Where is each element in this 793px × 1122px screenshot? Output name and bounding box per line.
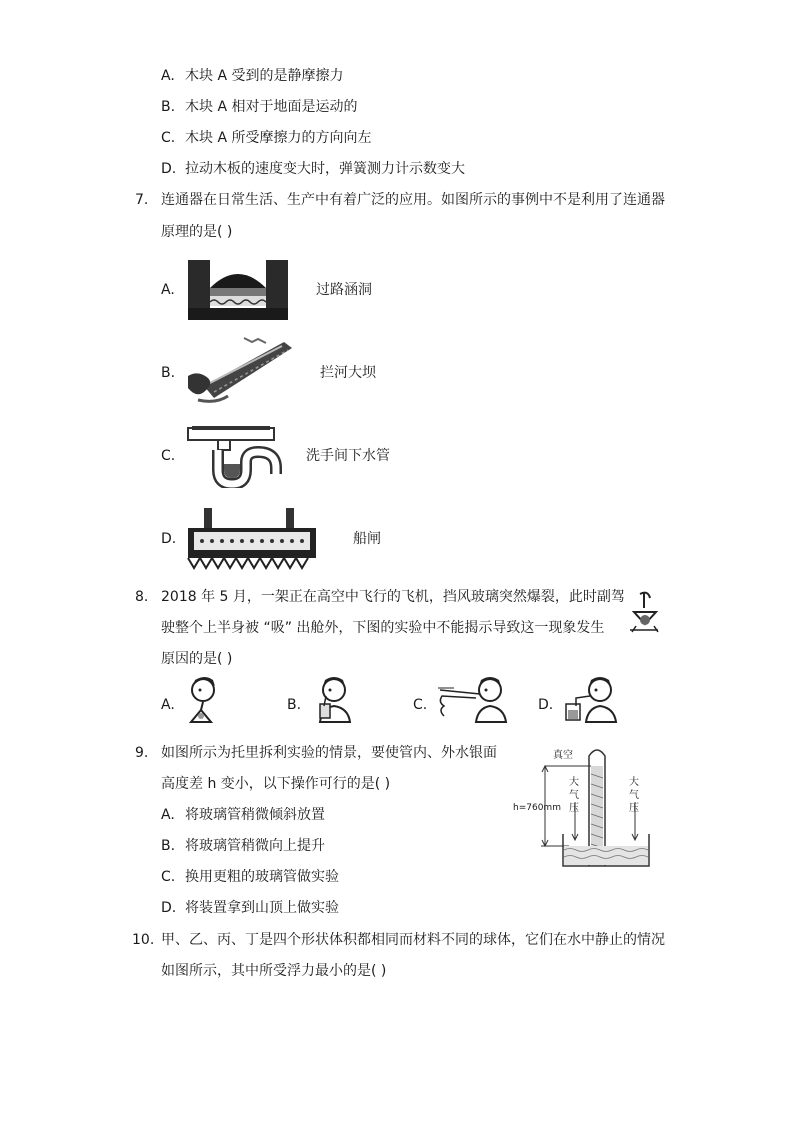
q9-option-b-letter: B. [161, 838, 176, 854]
q9-option-d-text: 将装置拿到山顶上做实验 [185, 900, 339, 916]
dam-figure [184, 336, 296, 408]
q10-number: 10. [132, 932, 155, 948]
atm-outer-char-1: 大 [629, 777, 639, 788]
q6-option-b-letter: B. [161, 99, 176, 115]
q6-option-a-text: 木块 A 受到的是静摩擦力 [185, 68, 344, 84]
q6-option-d-letter: D. [161, 161, 177, 177]
ship-lock-figure [186, 502, 318, 574]
q7-option-a-caption: 过路涵洞 [316, 282, 372, 298]
atm-inner-label [569, 776, 581, 815]
atm-outer-char-3: 压 [629, 803, 639, 814]
q9-option-c-text: 换用更粗的玻璃管做实验 [185, 869, 339, 885]
q9-number: 9. [135, 745, 149, 761]
q8-number: 8. [135, 589, 149, 605]
q7-option-d-caption: 船闸 [353, 531, 381, 547]
q8-stem-line2: 驶整个上半身被 “吸” 出舱外，下图的实验中不能揭示导致这一现象发生 [161, 620, 605, 636]
boy-blowing-cup-figure [562, 676, 620, 724]
q7-number: 7. [135, 192, 149, 208]
torricelli-figure [511, 744, 659, 870]
q8-option-d-letter: D. [538, 697, 554, 713]
q7-stem-line2: 原理的是( ) [161, 224, 233, 240]
q8-option-b-letter: B. [287, 697, 302, 713]
atm-outer-char-2: 气 [629, 790, 639, 801]
q10-stem-line2: 如图所示，其中所受浮力最小的是( ) [161, 963, 387, 979]
atm-inner-char-2: 气 [569, 790, 579, 801]
q10-stem-line1: 甲、乙、丙、丁是四个形状体积都相同而材料不同的球体，它们在水中静止的情况 [161, 932, 665, 948]
q6-option-c-letter: C. [161, 130, 176, 146]
q7-option-a-letter: A. [161, 282, 175, 298]
q9-stem-line2: 高度差 h 变小，以下操作可行的是( ) [161, 776, 391, 792]
q8-stem-line3: 原因的是( ) [161, 651, 233, 667]
boy-drinking-straw-figure [310, 676, 358, 724]
q8-option-c-letter: C. [413, 697, 428, 713]
q8-option-a-letter: A. [161, 697, 175, 713]
culvert-figure [186, 258, 290, 322]
q9-option-b-text: 将玻璃管稍微向上提升 [185, 838, 325, 854]
q6-option-a-letter: A. [161, 68, 175, 84]
atm-outer-label [629, 776, 641, 815]
atm-inner-char-1: 大 [569, 777, 579, 788]
atm-inner-char-3: 压 [569, 803, 579, 814]
q7-option-d-letter: D. [161, 531, 177, 547]
vacuum-label: 真空 [553, 750, 573, 761]
height-label: h=760mm [513, 803, 561, 813]
q9-option-c-letter: C. [161, 869, 176, 885]
q6-option-d-text: 拉动木板的速度变大时，弹簧测力计示数变大 [185, 161, 465, 177]
funnel-ball-figure [626, 590, 660, 634]
boy-blowing-funnel-figure [183, 676, 225, 724]
q7-option-c-caption: 洗手间下水管 [306, 448, 390, 464]
q8-stem-line1: 2018 年 5 月，一架正在高空中飞行的飞机，挡风玻璃突然爆裂，此时副驾 [161, 589, 625, 605]
q9-option-d-letter: D. [161, 900, 177, 916]
q9-option-a-text: 将玻璃管稍微倾斜放置 [185, 807, 325, 823]
q7-stem-line1: 连通器在日常生活、生产中有着广泛的应用。如图所示的事例中不是利用了连通器 [161, 192, 665, 208]
q7-option-b-caption: 拦河大坝 [320, 365, 376, 381]
q9-stem-line1: 如图所示为托里拆利实验的情景，要使管内、外水银面 [161, 745, 497, 761]
q6-option-b-text: 木块 A 相对于地面是运动的 [185, 99, 358, 115]
q9-option-a-letter: A. [161, 807, 175, 823]
q6-option-c-text: 木块 A 所受摩擦力的方向向左 [185, 130, 372, 146]
q7-option-b-letter: B. [161, 365, 176, 381]
boy-blowing-paper-figure [436, 676, 512, 724]
drain-pipe-figure [186, 424, 298, 488]
q7-option-c-letter: C. [161, 448, 176, 464]
